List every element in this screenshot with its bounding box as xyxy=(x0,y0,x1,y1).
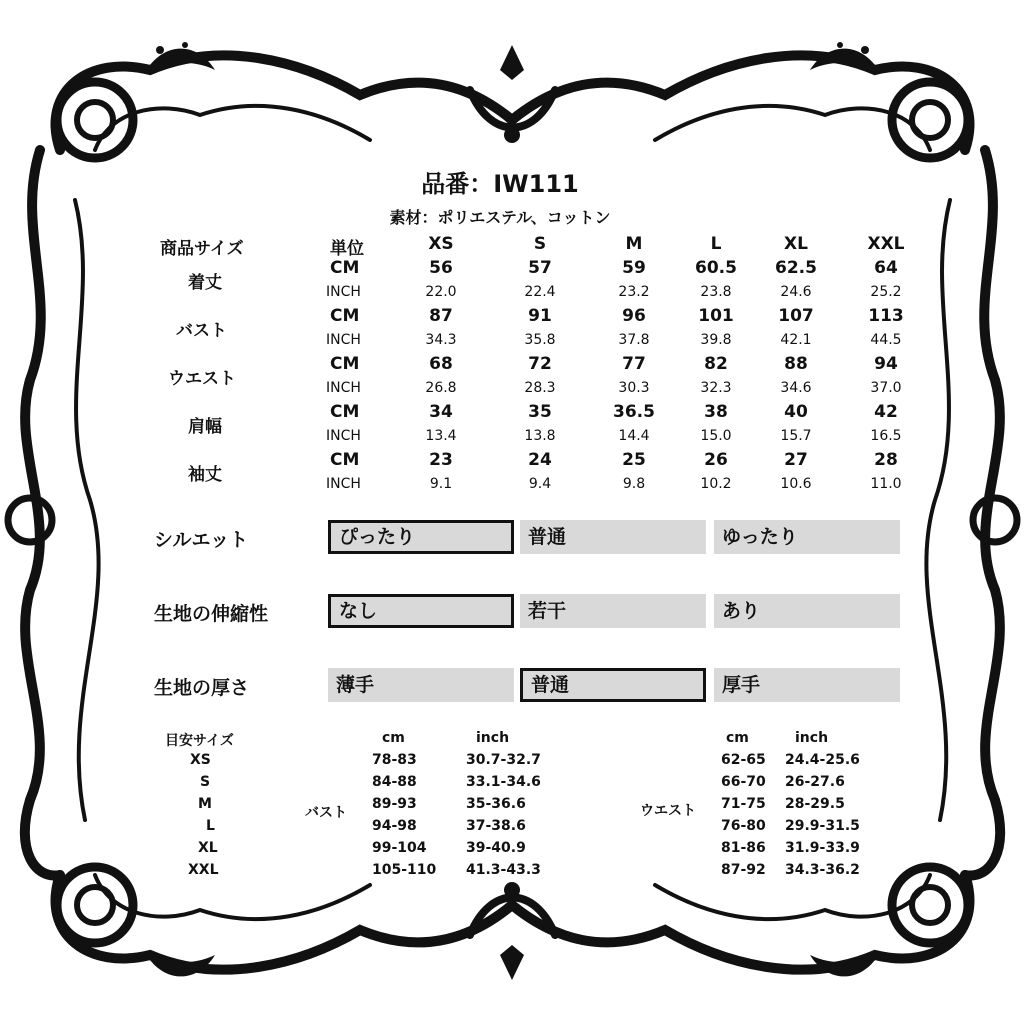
cm-value: 42 xyxy=(874,402,898,422)
unit-cm-label: CM xyxy=(330,354,360,374)
cm-value: 56 xyxy=(429,258,453,278)
cm-value: 57 xyxy=(528,258,552,278)
cm-value: 94 xyxy=(874,354,898,374)
row-label: 着丈 xyxy=(188,273,222,293)
inch-value: 14.4 xyxy=(618,428,650,444)
cm-value: 68 xyxy=(429,354,453,374)
size-header-xxl: XXL xyxy=(867,234,905,254)
scale-option: ゆったり xyxy=(714,520,900,554)
guide-waist-inch: 24.4-25.6 xyxy=(785,752,860,768)
inch-value: 23.2 xyxy=(618,284,650,300)
size-header-xl: XL xyxy=(784,234,808,254)
product-code-title: 品番：IW111 xyxy=(421,170,579,198)
guide-bust-inch: 35-36.6 xyxy=(466,796,526,812)
guide-size-label: XL xyxy=(198,840,218,856)
inch-value: 23.8 xyxy=(700,284,732,300)
cm-value: 36.5 xyxy=(613,402,655,422)
inch-value: 13.8 xyxy=(524,428,556,444)
guide-bust-cm: 89-93 xyxy=(372,796,417,812)
guide-waist-inch: 28-29.5 xyxy=(785,796,845,812)
cm-value: 25 xyxy=(622,450,646,470)
inch-value: 9.1 xyxy=(429,476,453,492)
inch-value: 34.6 xyxy=(780,380,812,396)
scale-label: シルエット xyxy=(154,529,249,551)
inch-value: 9.8 xyxy=(622,476,646,492)
guide-bust-cm: 94-98 xyxy=(372,818,417,834)
guide-waist-cm: 71-75 xyxy=(721,796,766,812)
inch-value: 32.3 xyxy=(700,380,732,396)
guide-waist-inch: 26-27.6 xyxy=(785,774,845,790)
inch-value: 15.0 xyxy=(700,428,732,444)
row-label: ウエスト xyxy=(168,369,236,389)
guide-waist-cm-header: cm xyxy=(726,730,749,746)
inch-value: 39.8 xyxy=(700,332,732,348)
guide-size-label: M xyxy=(198,796,212,812)
product-size-header: 商品サイズ xyxy=(160,239,244,259)
guide-waist-inch: 31.9-33.9 xyxy=(785,840,860,856)
cm-value: 38 xyxy=(704,402,728,422)
guide-bust-inch: 39-40.9 xyxy=(466,840,526,856)
guide-size-label: XS xyxy=(190,752,211,768)
scale-option: 普通 xyxy=(520,668,706,702)
guide-waist-cm: 81-86 xyxy=(721,840,766,856)
unit-cm-label: CM xyxy=(330,402,360,422)
guide-waist-label: ウエスト xyxy=(640,803,696,819)
guide-waist-cm: 66-70 xyxy=(721,774,766,790)
guide-bust-cm: 78-83 xyxy=(372,752,417,768)
unit-inch-label: INCH xyxy=(326,380,361,396)
size-header-s: S xyxy=(533,234,547,254)
inch-value: 16.5 xyxy=(870,428,902,444)
guide-bust-inch: 33.1-34.6 xyxy=(466,774,541,790)
cm-value: 24 xyxy=(528,450,552,470)
scale-option: ぴったり xyxy=(328,520,514,554)
inch-value: 24.6 xyxy=(780,284,812,300)
scale-label: 生地の厚さ xyxy=(154,677,250,699)
scale-option: 薄手 xyxy=(328,668,514,702)
inch-value: 28.3 xyxy=(524,380,556,396)
cm-value: 64 xyxy=(874,258,898,278)
unit-header: 単位 xyxy=(330,239,364,259)
row-label: バスト xyxy=(176,321,227,341)
guide-bust-cm: 105-110 xyxy=(372,862,437,878)
guide-bust-inch: 41.3-43.3 xyxy=(466,862,541,878)
cm-value: 23 xyxy=(429,450,453,470)
inch-value: 35.8 xyxy=(524,332,556,348)
inch-value: 34.3 xyxy=(425,332,457,348)
inch-value: 15.7 xyxy=(780,428,812,444)
cm-value: 40 xyxy=(784,402,808,422)
inch-value: 10.2 xyxy=(700,476,732,492)
inch-value: 42.1 xyxy=(780,332,812,348)
inch-value: 22.0 xyxy=(425,284,457,300)
cm-value: 60.5 xyxy=(695,258,737,278)
inch-value: 25.2 xyxy=(870,284,902,300)
material-text: 素材：ポリエステル、コットン xyxy=(389,208,611,227)
scale-option: 若干 xyxy=(520,594,706,628)
cm-value: 26 xyxy=(704,450,728,470)
inch-value: 11.0 xyxy=(870,476,902,492)
scale-option: あり xyxy=(714,594,900,628)
guide-size-label: S xyxy=(200,774,211,790)
guide-waist-inch-header: inch xyxy=(795,730,829,746)
guide-waist-inch: 29.9-31.5 xyxy=(785,818,860,834)
inch-value: 44.5 xyxy=(870,332,902,348)
guide-waist-cm: 87-92 xyxy=(721,862,766,878)
guide-waist-inch: 34.3-36.2 xyxy=(785,862,860,878)
inch-value: 22.4 xyxy=(524,284,556,300)
unit-inch-label: INCH xyxy=(326,476,361,492)
scale-option: 厚手 xyxy=(714,668,900,702)
inch-value: 13.4 xyxy=(425,428,457,444)
unit-cm-label: CM xyxy=(330,450,360,470)
scale-option: なし xyxy=(328,594,514,628)
cm-value: 35 xyxy=(528,402,552,422)
row-label: 袖丈 xyxy=(188,465,222,485)
inch-value: 9.4 xyxy=(528,476,552,492)
guide-bust-label: バスト xyxy=(305,805,347,821)
scale-label: 生地の伸縮性 xyxy=(154,603,269,625)
scale-option: 普通 xyxy=(520,520,706,554)
guide-bust-cm-header: cm xyxy=(382,730,405,746)
inch-value: 37.8 xyxy=(618,332,650,348)
guide-size-label: XXL xyxy=(188,862,219,878)
guide-bust-inch: 30.7-32.7 xyxy=(466,752,541,768)
unit-inch-label: INCH xyxy=(326,428,361,444)
cm-value: 28 xyxy=(874,450,898,470)
cm-value: 62.5 xyxy=(775,258,817,278)
guide-bust-cm: 99-104 xyxy=(372,840,427,856)
cm-value: 59 xyxy=(622,258,646,278)
guide-bust-inch-header: inch xyxy=(476,730,510,746)
cm-value: 96 xyxy=(622,306,646,326)
size-header-m: M xyxy=(625,234,643,254)
unit-inch-label: INCH xyxy=(326,332,361,348)
cm-value: 107 xyxy=(778,306,814,326)
cm-value: 91 xyxy=(528,306,552,326)
cm-value: 82 xyxy=(704,354,728,374)
row-label: 肩幅 xyxy=(188,417,222,437)
cm-value: 113 xyxy=(868,306,904,326)
guide-bust-cm: 84-88 xyxy=(372,774,417,790)
inch-value: 37.0 xyxy=(870,380,902,396)
size-header-l: L xyxy=(710,234,722,254)
unit-cm-label: CM xyxy=(330,258,360,278)
guide-bust-inch: 37-38.6 xyxy=(466,818,526,834)
guide-title: 目安サイズ xyxy=(165,733,234,749)
cm-value: 101 xyxy=(698,306,734,326)
cm-value: 88 xyxy=(784,354,808,374)
cm-value: 77 xyxy=(622,354,646,374)
cm-value: 72 xyxy=(528,354,552,374)
unit-inch-label: INCH xyxy=(326,284,361,300)
guide-waist-cm: 76-80 xyxy=(721,818,766,834)
unit-cm-label: CM xyxy=(330,306,360,326)
guide-waist-cm: 62-65 xyxy=(721,752,766,768)
cm-value: 34 xyxy=(429,402,453,422)
size-header-xs: XS xyxy=(428,234,454,254)
cm-value: 27 xyxy=(784,450,808,470)
guide-size-label: L xyxy=(206,818,215,834)
cm-value: 87 xyxy=(429,306,453,326)
inch-value: 26.8 xyxy=(425,380,457,396)
inch-value: 30.3 xyxy=(618,380,650,396)
inch-value: 10.6 xyxy=(780,476,812,492)
